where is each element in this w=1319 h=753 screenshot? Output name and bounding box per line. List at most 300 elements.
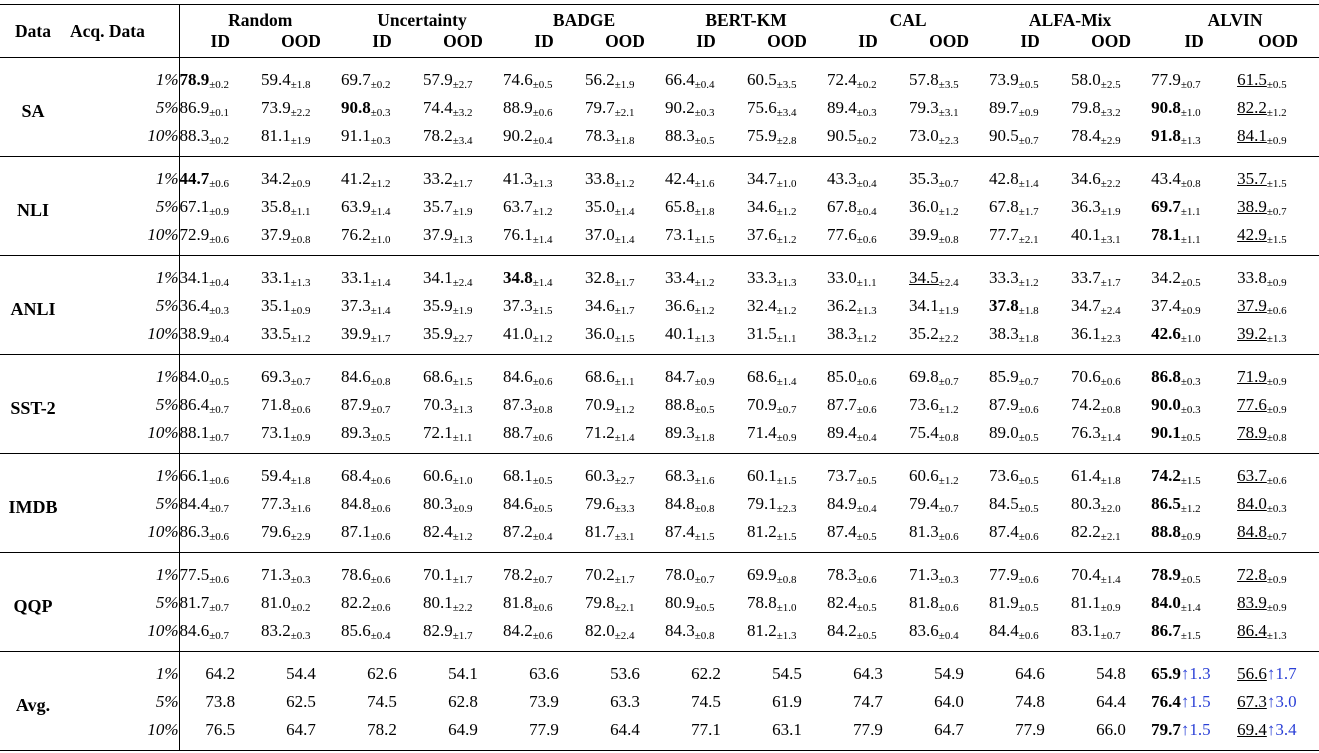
score-cell	[909, 617, 989, 652]
score-cell	[585, 454, 665, 491]
score-value: 75.4	[909, 423, 939, 442]
score-value: 32.8	[585, 268, 615, 287]
score-std: ±1.2	[452, 531, 473, 543]
score-cell	[827, 454, 909, 491]
score-std: ±0.3	[209, 305, 230, 317]
score-value: 85.6	[341, 621, 371, 640]
score-cell	[585, 122, 665, 157]
score-cell	[341, 320, 423, 355]
score-std: ±1.3	[694, 333, 715, 345]
score-cell	[503, 553, 585, 590]
score-value: 76.2	[341, 225, 371, 244]
score-value: 38.9	[1237, 197, 1267, 216]
score-cell	[747, 256, 827, 293]
score-value: 77.9	[989, 565, 1019, 584]
score-cell	[423, 221, 503, 256]
score-std: ±1.7	[614, 305, 635, 317]
score-std: ±1.9	[452, 305, 473, 317]
score-value: 90.2	[503, 126, 533, 145]
score-std: ±0.7	[1266, 206, 1287, 218]
score-cell	[341, 58, 423, 95]
score-value: 91.1	[341, 126, 371, 145]
score-cell	[179, 193, 261, 221]
average-score	[585, 688, 665, 716]
score-std: ±1.5	[694, 531, 715, 543]
score-value: 81.1	[1071, 593, 1101, 612]
score-value: 43.3	[827, 169, 857, 188]
score-std: ±2.7	[452, 333, 473, 345]
score-value: 84.2	[827, 621, 857, 640]
score-value: 37.6	[747, 225, 777, 244]
score-cell	[585, 617, 665, 652]
table-row	[0, 58, 1319, 95]
score-cell	[747, 58, 827, 95]
score-value: 34.1	[179, 268, 210, 287]
score-value: 81.2	[747, 621, 777, 640]
score-value: 36.0	[909, 197, 939, 216]
score-value: 90.8	[341, 98, 371, 117]
score-value: 41.2	[341, 169, 371, 188]
score-std: ±1.2	[856, 333, 877, 345]
score-value: 87.4	[989, 522, 1019, 541]
score-cell	[909, 193, 989, 221]
score-value: 84.6	[341, 367, 371, 386]
score-std: ±0.6	[370, 574, 391, 586]
score-value: 72.8	[1237, 565, 1267, 584]
score-value: 88.3	[179, 126, 210, 145]
score-std: ±0.6	[209, 574, 230, 586]
dataset-name: SST-2	[0, 355, 66, 454]
score-cell	[423, 518, 503, 553]
score-std: ±3.2	[1100, 107, 1121, 119]
score-std: ±2.4	[614, 630, 635, 642]
score-std: ±1.8	[290, 475, 311, 487]
average-value: 73.8	[205, 692, 236, 711]
score-cell	[585, 256, 665, 293]
score-value: 77.9	[1151, 70, 1181, 89]
average-score	[989, 688, 1071, 716]
score-std: ±2.2	[290, 107, 311, 119]
score-cell	[261, 490, 341, 518]
average-score	[1071, 688, 1151, 716]
header-ood: OOD	[1258, 31, 1298, 51]
score-std: ±1.9	[614, 79, 635, 91]
score-value: 59.4	[261, 466, 291, 485]
score-std: ±1.2	[776, 206, 797, 218]
header-ood: OOD	[281, 31, 321, 51]
score-value: 84.0	[1151, 593, 1181, 612]
score-value: 80.1	[423, 593, 453, 612]
score-std: ±0.6	[532, 602, 553, 614]
score-std: ±1.0	[776, 602, 797, 614]
score-cell	[179, 157, 261, 194]
score-std: ±1.4	[614, 432, 635, 444]
score-std: ±1.5	[452, 376, 473, 388]
score-std: ±1.3	[452, 404, 473, 416]
score-cell	[909, 391, 989, 419]
score-std: ±0.6	[856, 376, 877, 388]
score-std: ±0.5	[694, 602, 715, 614]
score-cell	[1237, 518, 1319, 553]
score-std: ±1.3	[776, 277, 797, 289]
table-row-average	[0, 652, 1319, 689]
average-value: 54.5	[772, 664, 802, 683]
score-value: 91.8	[1151, 126, 1181, 145]
score-cell	[747, 454, 827, 491]
score-value: 33.3	[989, 268, 1019, 287]
score-value: 74.6	[503, 70, 533, 89]
score-cell	[423, 391, 503, 419]
score-cell	[1071, 122, 1151, 157]
gain-arrow-value: ↑3.0	[1266, 692, 1297, 711]
acq-percent: 5%	[66, 94, 179, 122]
score-std: ±0.5	[856, 602, 877, 614]
score-cell	[261, 617, 341, 652]
score-std: ±1.8	[614, 135, 635, 147]
score-cell	[665, 518, 747, 553]
score-std: ±1.2	[1018, 277, 1039, 289]
score-cell	[261, 320, 341, 355]
score-value: 68.4	[341, 466, 371, 485]
header-ood: OOD	[767, 31, 807, 51]
score-cell	[503, 320, 585, 355]
score-cell	[909, 122, 989, 157]
score-value: 58.0	[1071, 70, 1101, 89]
score-value: 34.2	[1151, 268, 1181, 287]
score-cell	[423, 157, 503, 194]
score-cell	[1237, 355, 1319, 392]
score-cell	[1237, 94, 1319, 122]
score-cell	[341, 193, 423, 221]
score-std: ±2.9	[1100, 135, 1121, 147]
score-value: 84.8	[1237, 522, 1267, 541]
score-value: 78.1	[1151, 225, 1181, 244]
score-value: 87.7	[827, 395, 857, 414]
score-std: ±0.6	[209, 475, 230, 487]
score-std: ±0.7	[1018, 135, 1039, 147]
score-std: ±0.4	[532, 135, 553, 147]
score-cell	[503, 589, 585, 617]
score-cell	[423, 454, 503, 491]
header-id: ID	[1184, 31, 1204, 51]
score-cell	[665, 122, 747, 157]
score-value: 60.5	[747, 70, 777, 89]
score-std: ±3.1	[938, 107, 959, 119]
score-cell	[989, 292, 1071, 320]
score-std: ±1.4	[1100, 574, 1121, 586]
table-row	[0, 518, 1319, 553]
score-cell	[503, 256, 585, 293]
score-std: ±1.1	[1180, 234, 1201, 246]
score-value: 70.2	[585, 565, 615, 584]
average-score	[503, 652, 585, 689]
average-score	[423, 652, 503, 689]
score-std: ±1.7	[1018, 206, 1039, 218]
score-std: ±0.6	[370, 602, 391, 614]
score-value: 89.3	[341, 423, 371, 442]
score-value: 74.2	[1071, 395, 1101, 414]
score-value: 68.1	[503, 466, 533, 485]
score-value: 33.7	[1071, 268, 1101, 287]
average-value: 66.0	[1096, 720, 1126, 739]
score-std: ±1.8	[694, 432, 715, 444]
score-std: ±0.7	[1100, 630, 1121, 642]
score-std: ±0.5	[856, 630, 877, 642]
average-alvin-score	[1151, 716, 1237, 751]
score-cell	[827, 193, 909, 221]
acq-percent: 5%	[66, 589, 179, 617]
score-cell	[585, 553, 665, 590]
average-value: 74.5	[367, 692, 397, 711]
score-std: ±1.4	[614, 234, 635, 246]
score-value: 42.9	[1237, 225, 1267, 244]
score-std: ±0.5	[532, 503, 553, 515]
average-score	[261, 688, 341, 716]
average-score	[747, 652, 827, 689]
score-value: 39.9	[909, 225, 939, 244]
score-value: 86.9	[179, 98, 210, 117]
average-value: 64.2	[205, 664, 236, 683]
table-row	[0, 454, 1319, 491]
table-row-average	[0, 688, 1319, 716]
score-std: ±1.2	[290, 333, 311, 345]
score-std: ±1.2	[532, 206, 553, 218]
score-value: 79.4	[909, 494, 939, 513]
score-std: ±0.9	[452, 503, 473, 515]
score-std: ±0.5	[1018, 503, 1039, 515]
score-std: ±0.7	[938, 376, 959, 388]
score-cell	[179, 454, 261, 491]
score-cell	[1151, 391, 1237, 419]
average-score	[261, 652, 341, 689]
score-cell	[665, 490, 747, 518]
score-cell	[341, 518, 423, 553]
score-cell	[423, 58, 503, 95]
score-value: 77.7	[989, 225, 1019, 244]
average-score	[1071, 652, 1151, 689]
score-value: 89.0	[989, 423, 1019, 442]
score-value: 38.3	[827, 324, 857, 343]
average-score	[423, 716, 503, 751]
score-std: ±1.9	[938, 305, 959, 317]
acq-percent: 1%	[66, 355, 179, 392]
score-cell	[1071, 518, 1151, 553]
score-value: 37.3	[503, 296, 533, 315]
score-std: ±0.2	[370, 79, 391, 91]
score-std: ±0.6	[1018, 404, 1039, 416]
score-cell	[747, 320, 827, 355]
score-value: 36.6	[665, 296, 695, 315]
score-cell	[423, 490, 503, 518]
score-cell	[261, 157, 341, 194]
score-cell	[747, 553, 827, 590]
score-cell	[423, 553, 503, 590]
score-std: ±0.7	[1266, 531, 1287, 543]
score-cell	[1151, 589, 1237, 617]
score-value: 33.3	[747, 268, 777, 287]
average-score	[827, 716, 909, 751]
score-value: 79.6	[261, 522, 291, 541]
score-cell	[261, 419, 341, 454]
average-value: 77.9	[1015, 720, 1045, 739]
score-value: 69.7	[341, 70, 371, 89]
score-std: ±1.2	[776, 305, 797, 317]
score-cell	[1237, 490, 1319, 518]
score-cell	[665, 617, 747, 652]
score-value: 81.7	[179, 593, 210, 612]
dataset-name: IMDB	[0, 454, 66, 553]
score-std: ±3.5	[938, 79, 959, 91]
score-std: ±1.9	[290, 135, 311, 147]
score-cell	[827, 419, 909, 454]
score-cell	[423, 292, 503, 320]
score-std: ±1.5	[614, 333, 635, 345]
score-value: 70.9	[747, 395, 777, 414]
score-std: ±0.5	[694, 135, 715, 147]
score-std: ±3.4	[452, 135, 473, 147]
average-value: 77.9	[529, 720, 559, 739]
score-std: ±2.7	[452, 79, 473, 91]
score-std: ±1.0	[1180, 333, 1201, 345]
score-value: 89.3	[665, 423, 695, 442]
score-cell	[423, 193, 503, 221]
score-cell	[1237, 157, 1319, 194]
score-std: ±2.2	[452, 602, 473, 614]
score-cell	[1071, 617, 1151, 652]
score-std: ±0.3	[290, 574, 311, 586]
score-value: 86.4	[1237, 621, 1267, 640]
score-value: 69.9	[747, 565, 777, 584]
score-value: 73.6	[989, 466, 1019, 485]
average-value: 74.7	[853, 692, 883, 711]
score-std: ±0.8	[290, 234, 311, 246]
table-row	[0, 122, 1319, 157]
score-cell	[261, 122, 341, 157]
score-value: 35.9	[423, 324, 453, 343]
score-std: ±0.6	[532, 432, 553, 444]
average-score	[585, 716, 665, 751]
score-cell	[585, 58, 665, 95]
score-value: 75.6	[747, 98, 777, 117]
score-std: ±0.7	[532, 574, 553, 586]
score-cell	[909, 518, 989, 553]
score-std: ±0.6	[1266, 475, 1287, 487]
score-value: 36.1	[1071, 324, 1101, 343]
score-std: ±1.4	[1018, 178, 1039, 190]
score-std: ±0.3	[694, 107, 715, 119]
score-std: ±0.5	[370, 432, 391, 444]
score-std: ±1.7	[614, 277, 635, 289]
score-std: ±2.3	[938, 135, 959, 147]
score-value: 44.7	[179, 169, 210, 188]
score-value: 36.0	[585, 324, 615, 343]
score-cell	[747, 157, 827, 194]
score-cell	[261, 193, 341, 221]
acq-percent: 10%	[66, 617, 179, 652]
score-std: ±0.9	[1266, 602, 1287, 614]
score-value: 81.8	[909, 593, 939, 612]
score-value: 73.9	[261, 98, 291, 117]
score-value: 57.9	[423, 70, 453, 89]
score-std: ±0.8	[776, 574, 797, 586]
score-std: ±1.4	[1180, 602, 1201, 614]
header-ood: OOD	[1091, 31, 1131, 51]
score-value: 88.8	[1151, 522, 1181, 541]
score-std: ±1.2	[1266, 107, 1287, 119]
average-alvin-score	[1237, 716, 1319, 751]
score-value: 77.5	[179, 565, 210, 584]
score-cell	[989, 355, 1071, 392]
score-cell	[503, 355, 585, 392]
header-acq-data: Acq. Data	[66, 5, 179, 58]
score-value: 78.8	[747, 593, 777, 612]
score-value: 79.7	[585, 98, 615, 117]
score-std: ±0.5	[1018, 475, 1039, 487]
score-value: 80.3	[423, 494, 453, 513]
score-cell	[503, 490, 585, 518]
score-std: ±0.4	[370, 630, 391, 642]
score-value: 87.9	[989, 395, 1019, 414]
average-alvin-value: 79.7	[1151, 720, 1181, 739]
score-value: 83.6	[909, 621, 939, 640]
score-cell	[1071, 193, 1151, 221]
score-std: ±1.8	[290, 79, 311, 91]
score-std: ±0.1	[209, 107, 230, 119]
score-value: 34.6	[585, 296, 615, 315]
score-std: ±0.8	[1266, 432, 1287, 444]
average-value: 64.7	[286, 720, 316, 739]
score-std: ±0.6	[938, 602, 959, 614]
score-value: 87.3	[503, 395, 533, 414]
acq-percent: 10%	[66, 716, 179, 751]
score-cell	[989, 58, 1071, 95]
average-value: 63.1	[772, 720, 802, 739]
average-alvin-value: 56.6	[1237, 664, 1267, 683]
score-std: ±0.4	[209, 277, 230, 289]
score-value: 63.9	[341, 197, 371, 216]
score-cell	[827, 122, 909, 157]
average-alvin-value: 76.4	[1151, 692, 1181, 711]
score-std: ±1.0	[776, 178, 797, 190]
score-cell	[665, 355, 747, 392]
score-value: 86.3	[179, 522, 210, 541]
table-row	[0, 589, 1319, 617]
score-cell	[341, 617, 423, 652]
score-std: ±1.4	[532, 234, 553, 246]
score-cell	[665, 292, 747, 320]
score-value: 70.4	[1071, 565, 1101, 584]
score-value: 73.7	[827, 466, 857, 485]
score-std: ±1.7	[452, 574, 473, 586]
score-value: 78.6	[341, 565, 371, 584]
score-value: 90.5	[989, 126, 1019, 145]
score-std: ±0.9	[290, 178, 311, 190]
score-cell	[341, 157, 423, 194]
score-std: ±2.2	[938, 333, 959, 345]
table-row	[0, 320, 1319, 355]
score-value: 43.4	[1151, 169, 1181, 188]
score-cell	[341, 292, 423, 320]
score-value: 36.2	[827, 296, 857, 315]
score-cell	[827, 391, 909, 419]
score-std: ±2.8	[776, 135, 797, 147]
score-cell	[909, 419, 989, 454]
score-value: 72.9	[179, 225, 210, 244]
score-std: ±0.5	[1266, 79, 1287, 91]
score-value: 78.2	[423, 126, 453, 145]
score-cell	[909, 320, 989, 355]
score-std: ±1.3	[1266, 333, 1287, 345]
